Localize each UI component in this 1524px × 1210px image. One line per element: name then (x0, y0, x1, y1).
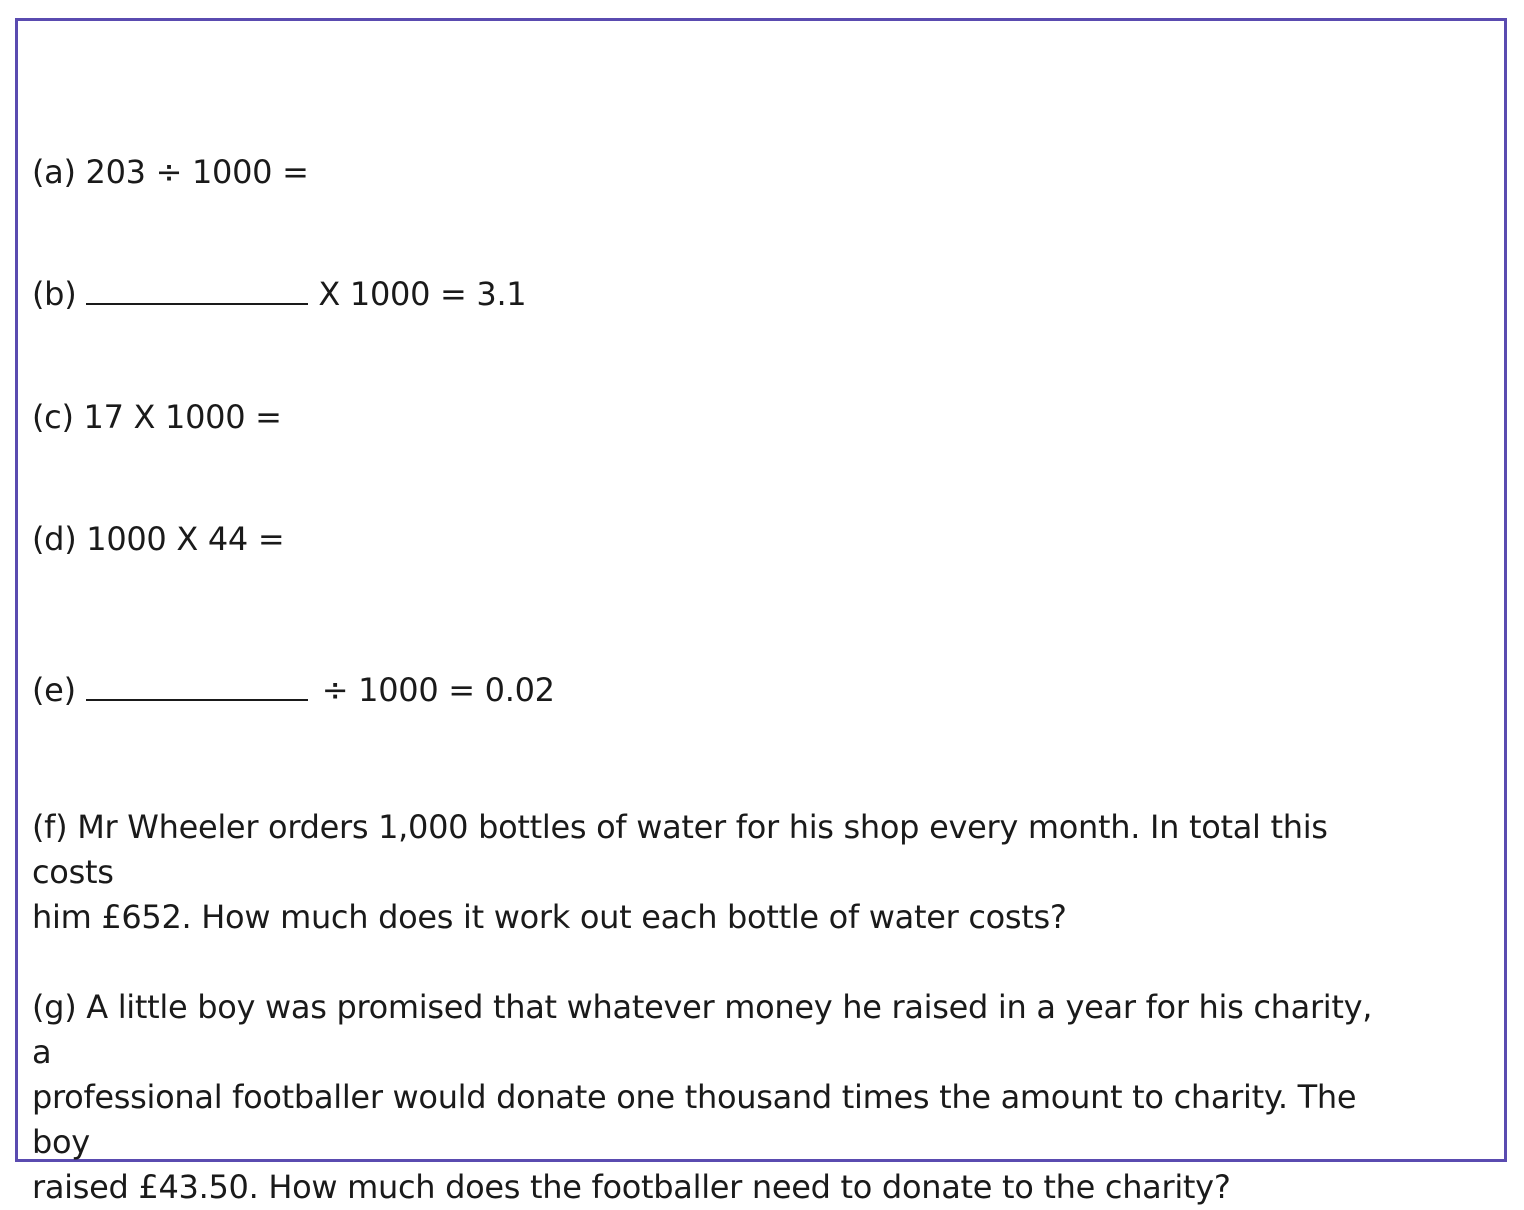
question-e-equation: ÷ 1000 = 0.02 (321, 671, 555, 709)
answer-blank-b[interactable] (86, 275, 308, 305)
question-c-text: (c) 17 X 1000 = (32, 398, 282, 436)
answer-blank-e[interactable] (86, 671, 308, 701)
question-f (32, 805, 1392, 940)
question-b (32, 272, 526, 317)
question-g-line-3: raised £43.50. How much does the footballer need to donate to the charity? (32, 1168, 1231, 1206)
question-c (32, 395, 282, 440)
question-e (32, 668, 555, 713)
question-d-text: (d) 1000 X 44 = (32, 520, 285, 558)
question-g-line-1: (g) A little boy was promised that whatever money he raised in a year for his charity, a (32, 988, 1373, 1071)
question-d (32, 517, 284, 562)
question-b-label: (b) (32, 275, 77, 313)
question-e-label: (e) (32, 671, 76, 709)
question-a (32, 150, 309, 195)
question-f-line-2: him £652. How much does it work out each bottle of water costs? (32, 898, 1067, 936)
question-a-text: (a) 203 ÷ 1000 = (32, 153, 309, 191)
question-b-equation: X 1000 = 3.1 (318, 275, 527, 313)
question-g-line-2: professional footballer would donate one thousand times the amount to charity. The boy (32, 1078, 1357, 1161)
question-f-line-1: (f) Mr Wheeler orders 1,000 bottles of water for his shop every month. In total this costs (32, 808, 1328, 891)
question-g (32, 985, 1392, 1210)
